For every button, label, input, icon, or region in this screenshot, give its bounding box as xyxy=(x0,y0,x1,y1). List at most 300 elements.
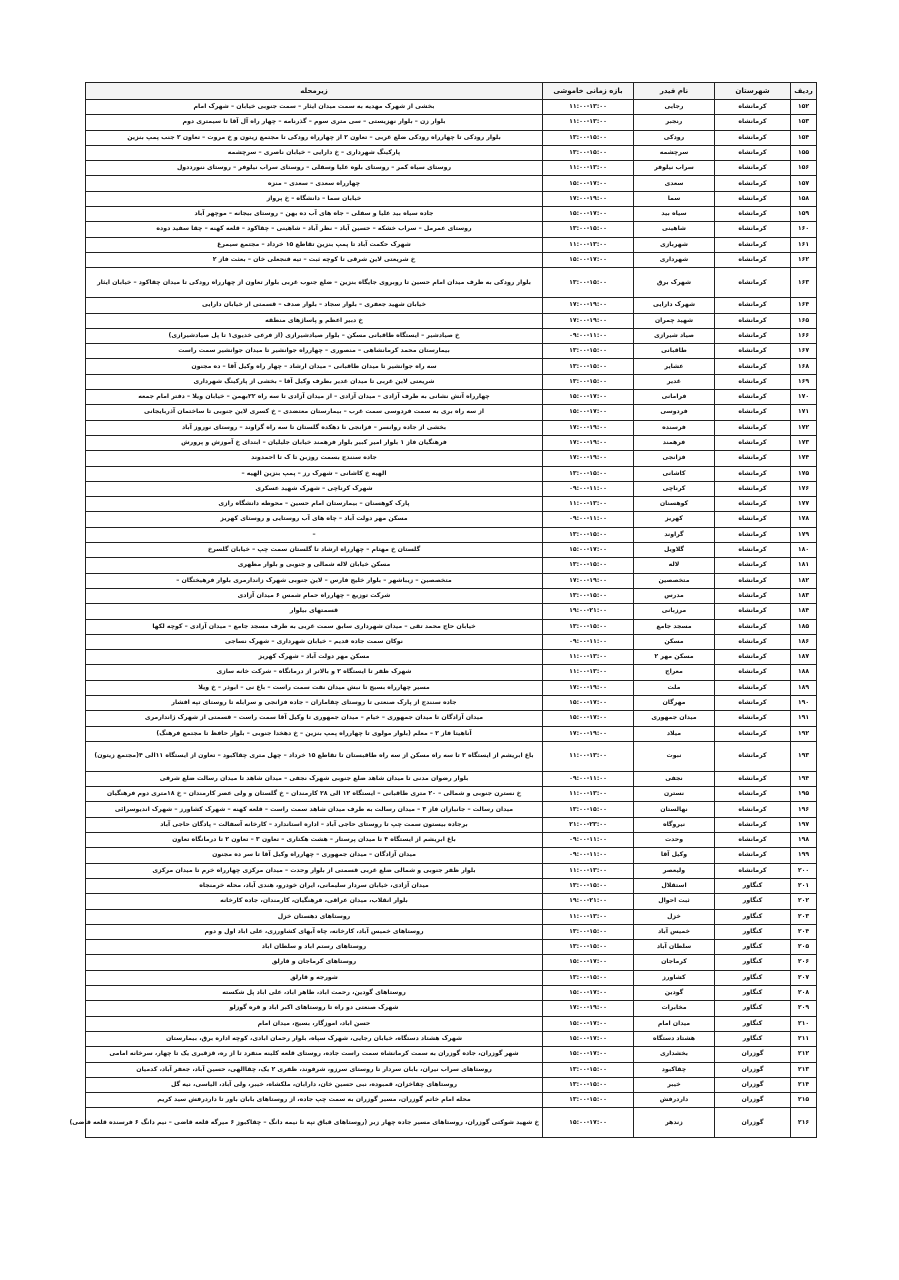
row-number: ۱۹۰ xyxy=(791,695,817,710)
table-row xyxy=(86,207,817,222)
sub-area: روستاهای گودین، رحمت اباد، طاهر اباد، علی اباد پل شکسته xyxy=(86,986,543,1001)
county: کرمانشاه xyxy=(715,481,791,496)
county: کرمانشاه xyxy=(715,466,791,481)
table-row xyxy=(86,313,817,328)
blackout-window: ۱۷:۰۰-۱۹:۰۰ xyxy=(543,1001,634,1016)
county: کرمانشاه xyxy=(715,390,791,405)
sub-area: بخشی از شهرک مهدیه به سمت میدان ایثار – سمت جنوبی خیابان – شهرک امام xyxy=(86,100,543,115)
table-row xyxy=(86,787,817,802)
table-row xyxy=(86,512,817,527)
feeder-name: فرسنده xyxy=(634,420,715,435)
blackout-window: ۱۵:۰۰-۱۷:۰۰ xyxy=(543,1016,634,1031)
row-number: ۱۵۹ xyxy=(791,207,817,222)
table-row xyxy=(86,1031,817,1046)
table-row xyxy=(86,863,817,878)
table-row xyxy=(86,986,817,1001)
row-number: ۱۹۸ xyxy=(791,833,817,848)
sub-area: حسن اباد، اموزگار، بسیج، میدان امام xyxy=(86,1016,543,1031)
header-blackout-window: بازه زمانی خاموشی xyxy=(543,83,634,100)
row-number: ۱۶۰ xyxy=(791,222,817,237)
blackout-window: ۰۹:۰۰-۱۱:۰۰ xyxy=(543,512,634,527)
blackout-window: ۱۱:۰۰-۱۳:۰۰ xyxy=(543,161,634,176)
sub-area: نوکان سمت جاده قدیم – خیابان شهرداری – شهرک نساجی xyxy=(86,634,543,649)
sub-area: قسمتهای بیلوار xyxy=(86,604,543,619)
blackout-window: ۱۳:۰۰-۱۵:۰۰ xyxy=(543,130,634,145)
sub-area: بخشی از جاده روانسر – فزانجی تا دهکده گلستان تا سه راه گراوند – روستای نوروز آباد xyxy=(86,420,543,435)
county: کرمانشاه xyxy=(715,680,791,695)
blackout-window: ۱۱:۰۰-۱۳:۰۰ xyxy=(543,741,634,771)
feeder-name: سعدی xyxy=(634,176,715,191)
table-row xyxy=(86,466,817,481)
blackout-window: ۱۱:۰۰-۱۳:۰۰ xyxy=(543,115,634,130)
blackout-window: ۱۵:۰۰-۱۷:۰۰ xyxy=(543,207,634,222)
county: کنگاور xyxy=(715,924,791,939)
table-row xyxy=(86,252,817,267)
county: گوزران xyxy=(715,1047,791,1062)
sub-area: خیابان شهید جعفری – بلوار سجاد – بلوار صدف – قسمتی از خیابان دارایی xyxy=(86,298,543,313)
row-number: ۱۶۸ xyxy=(791,359,817,374)
sub-area: مسکن مهر دولت آباد – چاه های آب روستایی و روستای کهریز xyxy=(86,512,543,527)
row-number: ۲۰۴ xyxy=(791,924,817,939)
sub-area: – xyxy=(86,527,543,542)
feeder-name: خیبر xyxy=(634,1077,715,1092)
county: کرمانشاه xyxy=(715,634,791,649)
sub-area: شورجه و قارلق xyxy=(86,970,543,985)
blackout-window: ۱۹:۰۰-۲۱:۰۰ xyxy=(543,894,634,909)
header-feeder-name: نام فیدر xyxy=(634,83,715,100)
feeder-name: سراب نیلوفر xyxy=(634,161,715,176)
sub-area: فرهنگیان فاز ۱ بلوار امیر کبیر بلوار فرهمند خیابان جلیلیان – ابتدای خ آموزش و پرورش xyxy=(86,435,543,450)
row-number: ۱۶۷ xyxy=(791,344,817,359)
row-number: ۲۱۱ xyxy=(791,1031,817,1046)
table-row xyxy=(86,328,817,343)
blackout-schedule-sheet xyxy=(69,82,816,1138)
county: کنگاور xyxy=(715,1001,791,1016)
row-number: ۱۹۳ xyxy=(791,741,817,771)
feeder-name: فزانجی xyxy=(634,451,715,466)
sub-area: الهیه خ کاشانی – شهرک رز – پمپ بنزین الهیه – xyxy=(86,466,543,481)
row-number: ۲۱۰ xyxy=(791,1016,817,1031)
header-county: شهرستان xyxy=(715,83,791,100)
table-row xyxy=(86,695,817,710)
feeder-name: گلاویل xyxy=(634,543,715,558)
table-row xyxy=(86,115,817,130)
table-row xyxy=(86,741,817,771)
blackout-window: ۱۹:۰۰-۲۱:۰۰ xyxy=(543,604,634,619)
sub-area: میدان رسالت – جانبازان فاز ۳ – میدان رسالت به طرف میدان شاهد سمت راست – قلعه کهنه – شهرک کشاورز – شهرک اندیوسرائی xyxy=(86,802,543,817)
feeder-name: ملت xyxy=(634,680,715,695)
county: کرمانشاه xyxy=(715,207,791,222)
sub-area: شهر گوزران، جاده گوزران به سمت کرمانشاه سمت راست جاده، روستای قلعه کلینه منفرد تا از ره، قزقبری یک تا چهار، سرخانه امامی xyxy=(86,1047,543,1062)
feeder-name: ولیعصر xyxy=(634,863,715,878)
county: کرمانشاه xyxy=(715,863,791,878)
row-number: ۱۸۷ xyxy=(791,650,817,665)
table-row xyxy=(86,924,817,939)
row-number: ۱۸۵ xyxy=(791,619,817,634)
row-number: ۱۵۶ xyxy=(791,161,817,176)
sub-area: روستاهای چقاخزان، قمبوده، نبی حسین خان، دارابان، ملکشاه، خیبر، ولی آباد، الیاسی، نیه گل xyxy=(86,1077,543,1092)
row-number: ۲۰۷ xyxy=(791,970,817,985)
table-row xyxy=(86,1093,817,1108)
blackout-window: ۱۱:۰۰-۱۳:۰۰ xyxy=(543,665,634,680)
sub-area: شهرک کرناچی – شهرک شهید عسکری xyxy=(86,481,543,496)
blackout-window: ۱۱:۰۰-۱۳:۰۰ xyxy=(543,787,634,802)
county: گوزران xyxy=(715,1077,791,1092)
county: کنگاور xyxy=(715,894,791,909)
feeder-name: میدان جمهوری xyxy=(634,711,715,726)
blackout-window: ۱۵:۰۰-۱۷:۰۰ xyxy=(543,695,634,710)
blackout-window: ۱۵:۰۰-۱۷:۰۰ xyxy=(543,1031,634,1046)
county: کرمانشاه xyxy=(715,100,791,115)
feeder-name: وحدت xyxy=(634,833,715,848)
blackout-window: ۱۱:۰۰-۱۳:۰۰ xyxy=(543,497,634,512)
county: کنگاور xyxy=(715,986,791,1001)
row-number: ۱۵۲ xyxy=(791,100,817,115)
sub-area: خ صیادشیر – ایستگاه طاقبانی مسکن – بلوار صیادشیرازی (از فرعی خدیوی۱ تا پل صیادشیرازی) xyxy=(86,328,543,343)
feeder-name: رنجبر xyxy=(634,115,715,130)
blackout-window: ۰۹:۰۰-۱۱:۰۰ xyxy=(543,481,634,496)
blackout-window: ۰۹:۰۰-۱۱:۰۰ xyxy=(543,328,634,343)
sub-area: میدان آزادگان – میدان جمهوری – چهارراه وکیل آقا تا سر ده مجنون xyxy=(86,848,543,863)
blackout-window: ۱۳:۰۰-۱۵:۰۰ xyxy=(543,1093,634,1108)
blackout-window: ۱۵:۰۰-۱۷:۰۰ xyxy=(543,1108,634,1138)
feeder-name: مسکن مهر ۲ xyxy=(634,650,715,665)
feeder-name: زندهر xyxy=(634,1108,715,1138)
county: کرمانشاه xyxy=(715,802,791,817)
county: کرمانشاه xyxy=(715,527,791,542)
header-row-number: ردیف xyxy=(791,83,817,100)
table-row xyxy=(86,390,817,405)
county: کرمانشاه xyxy=(715,604,791,619)
row-number: ۱۷۳ xyxy=(791,435,817,450)
feeder-name: شهرک دارایی xyxy=(634,298,715,313)
blackout-window: ۱۳:۰۰-۱۵:۰۰ xyxy=(543,344,634,359)
table-row xyxy=(86,1108,817,1138)
county: گوزران xyxy=(715,1108,791,1138)
blackout-window: ۱۳:۰۰-۱۵:۰۰ xyxy=(543,268,634,298)
county: کرمانشاه xyxy=(715,237,791,252)
table-row xyxy=(86,558,817,573)
table-row xyxy=(86,237,817,252)
feeder-name: چقاکبود xyxy=(634,1062,715,1077)
sub-area: از سه راه بری به سمت فردوسی سمت غرب – بیمارستان معتضدی – خ کسری لاین جنوبی تا ساختمان آذربایجانی xyxy=(86,405,543,420)
sub-area: باغ ابریشم از ایستگاه ۴ تا میدان پرستار – هشت هکتاری – تعاون ۳ – تعاون ۲ تا درمانگاه تعاون xyxy=(86,833,543,848)
row-number: ۱۹۴ xyxy=(791,771,817,786)
county: کرمانشاه xyxy=(715,420,791,435)
feeder-name: صیاد شیرازی xyxy=(634,328,715,343)
sub-area: خیابان سما – دانشگاه – خ پرواز xyxy=(86,191,543,206)
row-number: ۲۱۲ xyxy=(791,1047,817,1062)
county: کنگاور xyxy=(715,1031,791,1046)
table-row xyxy=(86,176,817,191)
blackout-window: ۱۳:۰۰-۱۵:۰۰ xyxy=(543,1062,634,1077)
table-row xyxy=(86,940,817,955)
blackout-window: ۱۳:۰۰-۱۵:۰۰ xyxy=(543,527,634,542)
county: کنگاور xyxy=(715,970,791,985)
table-row xyxy=(86,619,817,634)
sub-area: خیابان حاج محمد تقی – میدان شهرداری سابق سمت غربی به طرف مسجد جامع – میدان آزادی – کوچه لکها xyxy=(86,619,543,634)
sub-area: گلستان خ مهتام – چهارراه ارشاد تا گلستان سمت چپ – خیابان گلسرخ xyxy=(86,543,543,558)
sub-area: بلوار رضوان مدنی تا میدان شاهد ضلع جنوبی شهرک نجفی – میدان شاهد تا میدان رسالت ضلع شرقی xyxy=(86,771,543,786)
table-row xyxy=(86,481,817,496)
feeder-name: متخصصین xyxy=(634,573,715,588)
sub-area: روستاهای دهستان خزل xyxy=(86,909,543,924)
county: کرمانشاه xyxy=(715,451,791,466)
feeder-name: رودکی xyxy=(634,130,715,145)
row-number: ۱۷۵ xyxy=(791,466,817,481)
feeder-name: مرزبانی xyxy=(634,604,715,619)
feeder-name: وکیل آقا xyxy=(634,848,715,863)
sub-area: باغ ابریشم از ایستگاه ۲ تا سه راه مسکن از سه راه طاقبستان تا تقاطع ۱۵ خرداد – چهل متری چقاکبود – تعاون از ایستگاه ۱۱الی ۴(مجتمع زیتون) xyxy=(86,741,543,771)
feeder-name: مسکن xyxy=(634,634,715,649)
table-row xyxy=(86,680,817,695)
blackout-window: ۱۳:۰۰-۱۵:۰۰ xyxy=(543,940,634,955)
blackout-window: ۱۳:۰۰-۱۵:۰۰ xyxy=(543,588,634,603)
county: کرمانشاه xyxy=(715,787,791,802)
county: کرمانشاه xyxy=(715,512,791,527)
table-row xyxy=(86,405,817,420)
feeder-name: نهالستان xyxy=(634,802,715,817)
blackout-window: ۱۳:۰۰-۱۵:۰۰ xyxy=(543,924,634,939)
table-row xyxy=(86,604,817,619)
table-body xyxy=(69,100,817,1138)
sub-area: روستاهای کرماجان و قارلق xyxy=(86,955,543,970)
county: کرمانشاه xyxy=(715,130,791,145)
row-number: ۱۵۵ xyxy=(791,145,817,160)
row-number: ۱۸۸ xyxy=(791,665,817,680)
feeder-name: نیروگاه xyxy=(634,817,715,832)
sub-area: شهرک هشتاد دستگاه، خیابان رجایی، شهرک سپاه، بلوار رحمان ابادی، کوچه اداره برق، بیمارستان xyxy=(86,1031,543,1046)
row-number: ۱۹۲ xyxy=(791,726,817,741)
table-row xyxy=(86,527,817,542)
feeder-name: معراج xyxy=(634,665,715,680)
county: کرمانشاه xyxy=(715,771,791,786)
sub-area: روستای عمرمل – سراب خشکه – حسین آباد – نظر آباد – شاهینی – چقاکود – قلعه کهنه – چقا سفید دوده xyxy=(86,222,543,237)
feeder-name: فرهمند xyxy=(634,435,715,450)
table-row xyxy=(86,817,817,832)
county: کرمانشاه xyxy=(715,558,791,573)
county: کرمانشاه xyxy=(715,573,791,588)
feeder-name: شهربازی xyxy=(634,237,715,252)
blackout-window: ۱۵:۰۰-۱۷:۰۰ xyxy=(543,711,634,726)
header-sub-area: زیرمحله xyxy=(86,83,543,100)
row-number: ۱۷۷ xyxy=(791,497,817,512)
row-number: ۱۸۲ xyxy=(791,573,817,588)
table-row xyxy=(86,1047,817,1062)
sub-area: خ نسترن جنوبی و شمالی – ۲۰ متری طاقبانی – ایستگاه ۱۲ الی ۲۸ کارمندان – خ گلستان و ولی عصر کارمندان – خ ۱۸متری دوم فرهنگیان xyxy=(86,787,543,802)
row-number: ۱۸۱ xyxy=(791,558,817,573)
feeder-name: بخشداری xyxy=(634,1047,715,1062)
sub-area: روستاهای سراب نیران، بابان سردار تا روستای سرزو، شرفوند، ظفری ۲ یک، چقاالهی، حسین آباد، جعفر آباد، کدمیان xyxy=(86,1062,543,1077)
blackout-window: ۱۱:۰۰-۱۳:۰۰ xyxy=(543,650,634,665)
feeder-name: کوهسنان xyxy=(634,497,715,512)
county: کرمانشاه xyxy=(715,435,791,450)
row-number: ۲۰۳ xyxy=(791,909,817,924)
feeder-name: کاشانی xyxy=(634,466,715,481)
blackout-window: ۱۷:۰۰-۱۹:۰۰ xyxy=(543,451,634,466)
feeder-name: رجایی xyxy=(634,100,715,115)
row-number: ۲۰۱ xyxy=(791,878,817,893)
county: کرمانشاه xyxy=(715,161,791,176)
feeder-name: فردوسی xyxy=(634,405,715,420)
sub-area: بلوار انقلاب، میدان عراقی، فرهنگیان، کارمندان، جاده کارخانه xyxy=(86,894,543,909)
row-number: ۱۶۳ xyxy=(791,268,817,298)
county: کرمانشاه xyxy=(715,268,791,298)
blackout-window: ۱۵:۰۰-۱۷:۰۰ xyxy=(543,176,634,191)
sub-area: آناهیتا فاز ۲ – معلم (بلوار مولوی تا چهارراه پمپ بنزین – خ دهخدا جنوبی – بلوار حافظ تا مجتمع فرهنگ) xyxy=(86,726,543,741)
sub-area: بلوار زن – بلوار نهزیستی – سی متری سوم – گذرنامه – چهار راه آل آقا تا سیمتری دوم xyxy=(86,115,543,130)
table-row xyxy=(86,451,817,466)
row-number: ۱۶۶ xyxy=(791,328,817,343)
sub-area: روستاهای رستم اباد و سلطان اباد xyxy=(86,940,543,955)
blackout-window: ۱۳:۰۰-۱۵:۰۰ xyxy=(543,359,634,374)
row-number: ۲۱۴ xyxy=(791,1077,817,1092)
county: کرمانشاه xyxy=(715,497,791,512)
feeder-name: گودین xyxy=(634,986,715,1001)
row-number: ۲۱۵ xyxy=(791,1093,817,1108)
row-number: ۱۷۶ xyxy=(791,481,817,496)
blackout-window: ۱۵:۰۰-۱۷:۰۰ xyxy=(543,252,634,267)
county: کنگاور xyxy=(715,878,791,893)
county: کرمانشاه xyxy=(715,115,791,130)
feeder-name: عشایر xyxy=(634,359,715,374)
table-row xyxy=(86,420,817,435)
row-number: ۱۷۴ xyxy=(791,451,817,466)
county: کرمانشاه xyxy=(715,588,791,603)
blackout-window: ۰۹:۰۰-۱۱:۰۰ xyxy=(543,634,634,649)
row-number: ۱۵۳ xyxy=(791,115,817,130)
feeder-name: مخابرات xyxy=(634,1001,715,1016)
blackout-window: ۱۳:۰۰-۱۵:۰۰ xyxy=(543,619,634,634)
row-number: ۱۵۴ xyxy=(791,130,817,145)
blackout-window: ۱۷:۰۰-۱۹:۰۰ xyxy=(543,573,634,588)
row-number: ۱۷۸ xyxy=(791,512,817,527)
row-number: ۱۸۴ xyxy=(791,604,817,619)
feeder-name: داردرفش xyxy=(634,1093,715,1108)
feeder-name: فرامانی xyxy=(634,390,715,405)
sub-area: چهارراه آتش نشانی به طرف آزادی – میدان آزادی – از میدان آزادی تا سه راه ۲۲بهمن – خیابان ویلا – دفتر امام جمعه xyxy=(86,390,543,405)
sub-area: شریعتی لاین غربی تا میدان غدیر بطرف وکیل آقا – بخشی از پارکینگ شهرداری xyxy=(86,374,543,389)
table-row xyxy=(86,1077,817,1092)
row-number: ۱۸۳ xyxy=(791,588,817,603)
table-row xyxy=(86,161,817,176)
sub-area: شرکت توزیع – چهارراه حمام شمس ۶ میدان آزادی xyxy=(86,588,543,603)
blackout-window: ۲۱:۰۰-۲۳:۰۰ xyxy=(543,817,634,832)
table-row xyxy=(86,268,817,298)
feeder-name: شهید چمران xyxy=(634,313,715,328)
row-number: ۱۷۰ xyxy=(791,390,817,405)
row-number: ۲۰۶ xyxy=(791,955,817,970)
row-number: ۲۱۶ xyxy=(791,1108,817,1138)
row-number: ۱۶۵ xyxy=(791,313,817,328)
feeder-name: سیاه بید xyxy=(634,207,715,222)
sub-area: شهرک صنعتی دو راه تا روستاهای اکبر اباد و قره گوزلو xyxy=(86,1001,543,1016)
table-row xyxy=(86,435,817,450)
feeder-name: خمیس آباد xyxy=(634,924,715,939)
table-row xyxy=(86,573,817,588)
blackout-window: ۱۳:۰۰-۱۵:۰۰ xyxy=(543,145,634,160)
county: کنگاور xyxy=(715,955,791,970)
feeder-name: نجفی xyxy=(634,771,715,786)
county: کرمانشاه xyxy=(715,726,791,741)
table-row xyxy=(86,298,817,313)
county: کرمانشاه xyxy=(715,176,791,191)
sub-area: جاده سیاه بید علیا و سفلی – جاه های آب ده بهن – روستای بیجانه – موچهر آباد xyxy=(86,207,543,222)
feeder-name: کرماجان xyxy=(634,955,715,970)
blackout-window: ۱۳:۰۰-۱۵:۰۰ xyxy=(543,374,634,389)
feeder-name: غدیر xyxy=(634,374,715,389)
county: کنگاور xyxy=(715,1016,791,1031)
table-row xyxy=(86,100,817,115)
feeder-name: کشاورز xyxy=(634,970,715,985)
table-row xyxy=(86,1062,817,1077)
blackout-window: ۱۱:۰۰-۱۳:۰۰ xyxy=(543,237,634,252)
blackout-window: ۱۳:۰۰-۱۵:۰۰ xyxy=(543,878,634,893)
sub-area: سه راه جوانشیر تا میدان طاقبانی – میدان ارشاد – چهار راه وکیل آقا – ده مجنون xyxy=(86,359,543,374)
county: گوزران xyxy=(715,1093,791,1108)
sub-area: مسکن مهر دولت آباد – شهرک کهریز xyxy=(86,650,543,665)
feeder-name: ثبت احوال xyxy=(634,894,715,909)
table-row xyxy=(86,894,817,909)
row-number: ۲۰۰ xyxy=(791,863,817,878)
row-number: ۱۸۰ xyxy=(791,543,817,558)
feeder-name: کرناچی xyxy=(634,481,715,496)
row-number: ۱۷۲ xyxy=(791,420,817,435)
blackout-window: ۱۷:۰۰-۱۹:۰۰ xyxy=(543,680,634,695)
county: کرمانشاه xyxy=(715,191,791,206)
county: کرمانشاه xyxy=(715,328,791,343)
row-number: ۱۶۹ xyxy=(791,374,817,389)
county: کنگاور xyxy=(715,909,791,924)
sub-area: بیمارستان محمد کرمانشاهی – منصوری – چهارراه جوانشیر تا میدان جوانشیر سمت راست xyxy=(86,344,543,359)
sub-area: خ دبیر اعظم و پاساژهای منطقه xyxy=(86,313,543,328)
sub-area: شهرک حکمت آباد تا پمپ بنزین تقاطع ۱۵ خرداد – مجتمع سیمرغ xyxy=(86,237,543,252)
feeder-name: شهرک برق xyxy=(634,268,715,298)
blackout-window: ۱۵:۰۰-۱۷:۰۰ xyxy=(543,390,634,405)
sub-area: متخصصین – زیباشهر – بلوار خلیج فارس – لاین جنوبی شهرک زاندارمری بلوار فرهیختگان – xyxy=(86,573,543,588)
table-row xyxy=(86,344,817,359)
feeder-name: سلطان آباد xyxy=(634,940,715,955)
blackout-window: ۱۷:۰۰-۱۹:۰۰ xyxy=(543,726,634,741)
sub-area: مسیر چهارراه بسیج تا نبش میدان نفت سمت راست – باغ نی – ابوذر – خ ویلا xyxy=(86,680,543,695)
blackout-window: ۱۷:۰۰-۱۹:۰۰ xyxy=(543,313,634,328)
blackout-window: ۱۷:۰۰-۱۹:۰۰ xyxy=(543,435,634,450)
county: کرمانشاه xyxy=(715,619,791,634)
table-row xyxy=(86,665,817,680)
blackout-window: ۱۳:۰۰-۱۵:۰۰ xyxy=(543,466,634,481)
feeder-name: استقلال xyxy=(634,878,715,893)
county: کرمانشاه xyxy=(715,313,791,328)
blackout-window: ۱۵:۰۰-۱۷:۰۰ xyxy=(543,543,634,558)
table-row xyxy=(86,191,817,206)
table-row xyxy=(86,955,817,970)
feeder-name: میلاد xyxy=(634,726,715,741)
sub-area: بلوار رودکی به طرف میدان امام حسین تا روبروی جایگاه بنزین – ضلع جنوب غربی بلوار تعاون از چهارراه رودکی تا میدان چقاکود – خیابان ایثار xyxy=(86,268,543,298)
sub-area: خ شریعتی لاین شرقی تا کوچه ثبت – تیه قنجعلی خان – بعثت فاز ۲ xyxy=(86,252,543,267)
blackout-window: ۱۵:۰۰-۱۷:۰۰ xyxy=(543,405,634,420)
row-number: ۱۵۷ xyxy=(791,176,817,191)
blackout-window: ۱۵:۰۰-۱۷:۰۰ xyxy=(543,1047,634,1062)
county: کرمانشاه xyxy=(715,711,791,726)
feeder-name: سرچشمه xyxy=(634,145,715,160)
feeder-name: مدرس xyxy=(634,588,715,603)
blackout-window: ۱۷:۰۰-۱۹:۰۰ xyxy=(543,298,634,313)
county: کرمانشاه xyxy=(715,833,791,848)
feeder-name: گراوند xyxy=(634,527,715,542)
feeder-name: شاهینی xyxy=(634,222,715,237)
blackout-window: ۱۳:۰۰-۱۵:۰۰ xyxy=(543,558,634,573)
row-number: ۱۸۹ xyxy=(791,680,817,695)
